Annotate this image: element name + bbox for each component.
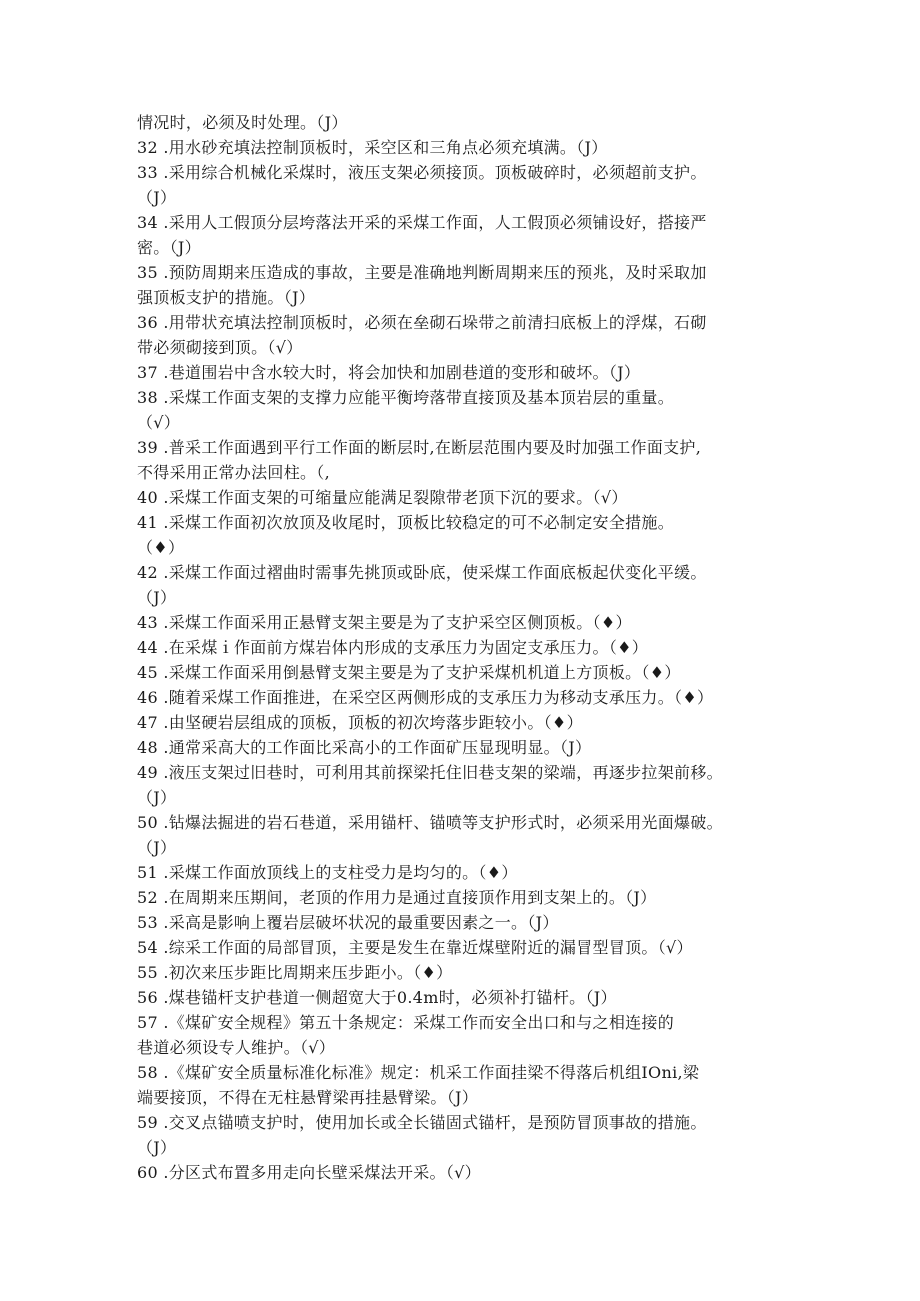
text-line: （J） <box>137 1138 177 1157</box>
text-line: 47 .由坚硬岩层组成的顶板，顶板的初次垮落步距较小。（♦） <box>137 713 583 732</box>
text-line: 55 .初次来压步距比周期来压步距小。（♦） <box>137 963 453 982</box>
text-line: 强顶板支护的措施。（J） <box>137 288 316 307</box>
text-line: 44 .在采煤ｉ作面前方煤岩体内形成的支承压力为固定支承压力。（♦） <box>137 638 649 657</box>
text-line: 35 .预防周期来压造成的事故，主要是准确地判断周期来压的预兆，及时采取加 <box>137 263 707 282</box>
text-line: 33 .采用综合机械化采煤时，液压支架必须接顶。顶板破碎时，必须超前支护。 <box>137 163 707 182</box>
text-line: 36 .用带状充填法控制顶板时，必须在垒砌石垛带之前清扫底板上的浮煤，石砌 <box>137 313 707 332</box>
text-line: （J） <box>137 588 177 607</box>
text-line: 57 .《煤矿安全规程》第五十条规定：采煤工作而安全出口和与之相连接的 <box>137 1013 675 1032</box>
text-line: 60 .分区式布置多用走向长壁采煤法开采。（√） <box>137 1163 481 1182</box>
text-line: 密。（J） <box>137 238 201 257</box>
text-line: 42 .采煤工作面过褶曲时需事先挑顶或卧底，使采煤工作面底板起伏变化平缓。 <box>137 563 707 582</box>
text-line: 59 .交叉点锚喷支护时，使用加长或全长锚固式锚杆，是预防冒顶事故的措施。 <box>137 1113 707 1132</box>
text-line: 51 .采煤工作面放顶线上的支柱受力是均匀的。（♦） <box>137 863 518 882</box>
text-line: 端要接顶，不得在无柱悬臂梁再挂悬臂梁。（J） <box>137 1088 479 1107</box>
text-line: 48 .通常采高大的工作面比采高小的工作面矿压显现明显。（J） <box>137 738 592 757</box>
question-list <box>137 110 817 1185</box>
text-line: 带必须砌接到顶。（√） <box>137 338 303 357</box>
text-line: 40 .采煤工作面支架的可缩量应能满足裂隙带老顶下沉的要求。（√） <box>137 488 628 507</box>
text-line: （J） <box>137 838 177 857</box>
text-line: 49 .液压支架过旧巷时，可利用其前探梁托住旧巷支架的梁端，再逐步拉架前移。 <box>137 763 723 782</box>
text-line: 46 .随着采煤工作面推进，在采空区两侧形成的支承压力为移动支承压力。（♦） <box>137 688 714 707</box>
text-line: 58 .《煤矿安全质量标准化标准》规定：机采工作面挂梁不得落后机组IOni,梁 <box>137 1063 700 1082</box>
text-line: 45 .采煤工作面采用倒悬臂支架主要是为了支护采煤机机道上方顶板。（♦） <box>137 663 681 682</box>
text-line: 41 .采煤工作面初次放顶及收尾时，顶板比较稳定的可不必制定安全措施。 <box>137 513 675 532</box>
text-line: （♦） <box>137 538 185 557</box>
text-line: 32 .用水砂充填法控制顶板时，采空区和三角点必须充填满。（J） <box>137 138 608 157</box>
text-line: 不得采用正常办法回柱。（, <box>137 463 330 482</box>
text-line: 56 .煤巷锚杆支护巷道一侧超宽大于0.4m时，必须补打锚杆。（J） <box>137 988 617 1007</box>
text-line: （J） <box>137 188 177 207</box>
text-line: 43 .采煤工作面采用正悬臂支架主要是为了支护采空区侧顶板。（♦） <box>137 613 632 632</box>
text-line: 34 .采用人工假顶分层垮落法开采的采煤工作面，人工假顶必须铺设好，搭接严 <box>137 213 707 232</box>
text-line: 50 .钻爆法掘进的岩石巷道，采用锚杆、锚喷等支护形式时，必须采用光面爆破。 <box>137 813 723 832</box>
text-line: 情况时，必须及时处理。（J） <box>137 113 348 132</box>
text-line: 53 .采高是影响上覆岩层破坏状况的最重要因素之一。（J） <box>137 913 559 932</box>
text-line: 39 .普采工作面遇到平行工作面的断层时,在断层范围内要及时加强工作面支护, <box>137 438 702 457</box>
text-line: 巷道必须设专人维护。（√） <box>137 1038 336 1057</box>
text-line: 38 .采煤工作面支架的支撑力应能平衡垮落带直接顶及基本顶岩层的重量。 <box>137 388 675 407</box>
text-line: （J） <box>137 788 177 807</box>
text-line: 54 .综采工作面的局部冒顶，主要是发生在靠近煤壁附近的漏冒型冒顶。（√） <box>137 938 693 957</box>
text-line: （√） <box>137 413 181 432</box>
text-line: 37 .巷道围岩中含水较大时，将会加快和加剧巷道的变形和破坏。（J） <box>137 363 641 382</box>
text-line: 52 .在周期来压期间，老顶的作用力是通过直接顶作用到支架上的。（J） <box>137 888 657 907</box>
